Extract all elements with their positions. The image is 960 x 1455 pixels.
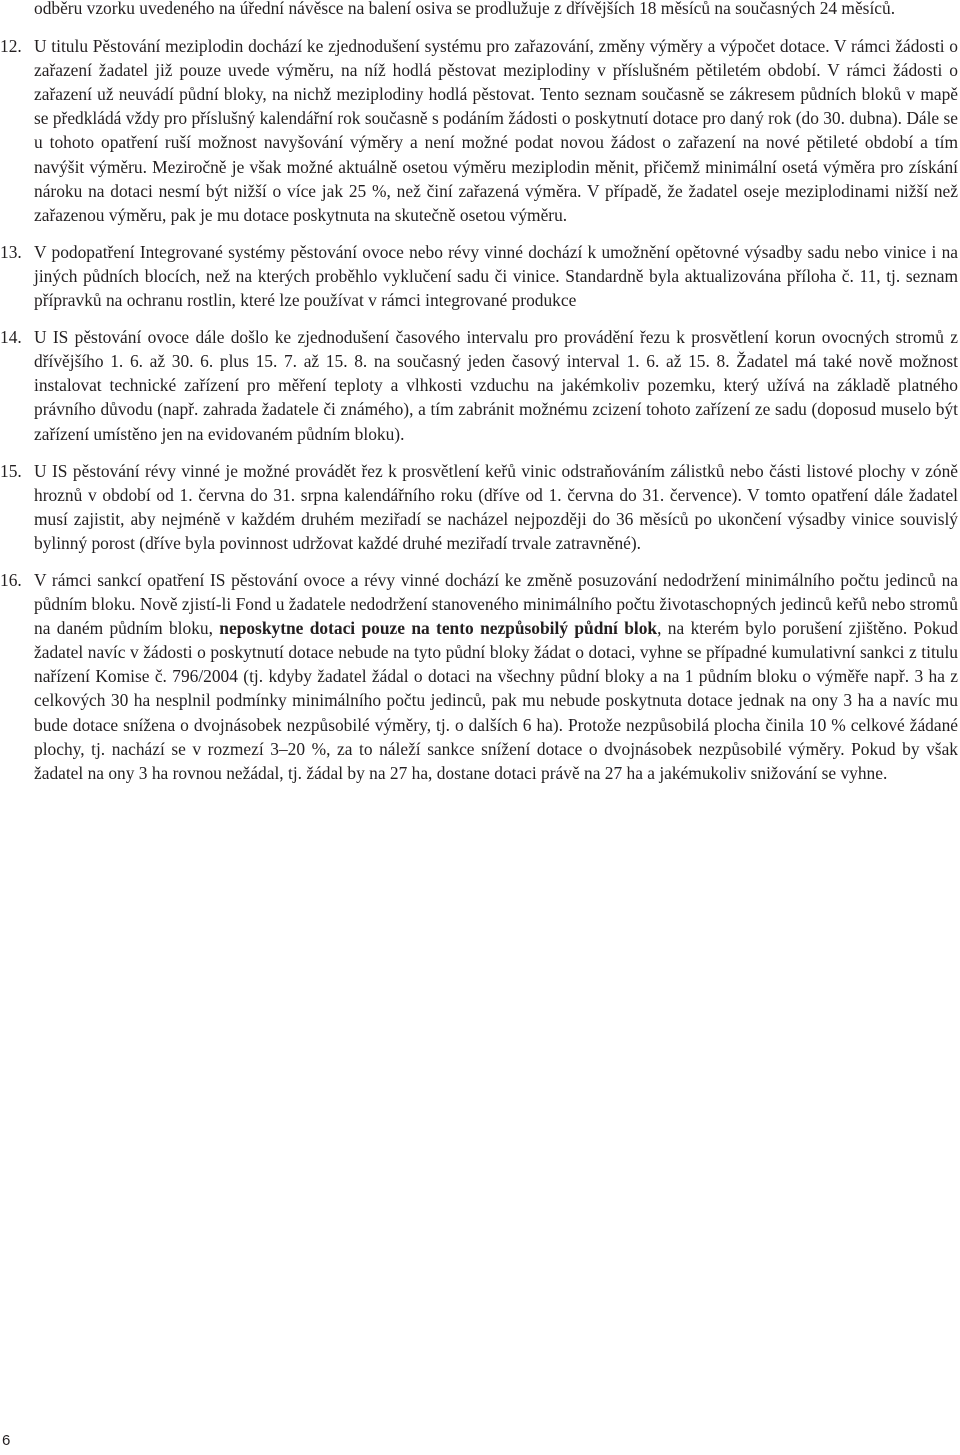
list-item-13 <box>0 240 958 312</box>
page-number: 6 <box>2 1432 11 1449</box>
intro-paragraph: odběru vzorku uvedeného na úřední návěsce na balení osiva se prodlužuje z dřívějších 18 měsíců na současných 24 měsíců. <box>34 0 896 18</box>
item-number: 13. <box>0 241 22 262</box>
list-item-12 <box>0 34 958 227</box>
list-item-15 <box>0 459 958 555</box>
item-number: 14. <box>0 327 22 348</box>
item-text <box>34 240 958 312</box>
item-text-part: , na kterém bylo porušení zjištěno. Pokud žadatel navíc v žádosti o poskytnutí dotace nebude na tyto půdní bloky žádat o dotaci, vyhne se případné kumulativní sankci z titulu nařízení Komise č. 796/2004 (tj. kdyby žadatel žádal o dotaci na všechny půdní bloky a na 1 půdním bloku o výměře např. 3 ha z celkových 30 ha nesplnil podmínky minimálního počtu jedinců, pak mu nebude poskytnuta dotace jednak na ony 3 ha a navíc mu bude dotace snížena o dvojnásobek nezpůsobilé výměry, tj. o dalších 6 ha). Protože nezpůsobilá plocha činila 10 % celkové žádané plochy, tj. nachází se v rozmezí 3–20 %, za to náleží sankce snížení dotace o dvojnásobek nezpůsobilé výměry. Pokud by však žadatel na ony 3 ha rovnou nežádal, tj. žádal by na 27 ha, dostane dotaci právě na 27 ha a jakémukoliv snižování se vyhne. <box>34 618 958 783</box>
item-text <box>34 325 958 445</box>
item-text <box>34 34 958 227</box>
item-text-part: U IS pěstování ovoce dále došlo ke zjednodušení časového intervalu pro provádění řezu k prosvětlení korun ovocných stromů z dřívějšího 1. 6. až 30. 6. plus 15. 7. až 15. 8. na současný jeden časový interval 1. 6. až 15. 8. Žadatel má také nově možnost instalovat technické zařízení pro měření teploty a vlhkosti vzduchu na jakémkoliv pozemku, který užívá na základě platného právního důvodu (např. zahrada žadatele či známého), a tím zabránit možnému zcizení tohoto zařízení ze sadu (doposud muselo být zařízení umístěno jen na evidovaném půdním bloku). <box>34 327 958 444</box>
item-text-part: V rámci sankcí opatření IS pěstování ovoce a révy vinné dochází ke změně posuzování nedodržení minimálního počtu jedinců na půdním bloku. Nově zjistí-li Fond u žadatele nedodržení stanoveného minimálního počtu životaschopných jedinců keřů nebo stromů na daném půdním bloku, <box>34 569 958 639</box>
item-text-part: U titulu Pěstování meziplodin dochází ke zjednodušení systému pro zařazování, změny výměry a výpočet dotace. V rámci žádosti o zařazení žadatel již pouze uvede výměru, na níž hodlá pěstovat meziplodiny v příslušném pětiletém období. V rámci žádosti o zařazení už neuvádí půdní bloky, na nichž meziplodiny hodlá pěstovat. Tento seznam současně se zákresem půdních bloků v mapě se předkládá vždy pro příslušný kalendářní rok současně s podáním žádosti o poskytnutí dotace pro daný rok (do 30. dubna). Dále se u tohoto opatření ruší možnost navyšování výměry a není možné podat novou žádost o zařazení na nové pětileté období a tím navýšit výměru. Meziročně je však možné aktuálně osetou výměru meziplodin měnit, přičemž minimální osetá výměra pro získání nároku na dotaci nesmí být nižší o více jak 25 %, než činí zařazená výměra. V případě, že žadatel oseje meziplodinami nižší než zařazenou výměru, pak je mu dotace poskytnuta na skutečně osetou výměru. <box>34 36 958 225</box>
item-text-emphasis: neposkytne dotaci pouze na tento nezpůsobilý půdní blok <box>219 618 658 639</box>
item-text <box>34 459 958 555</box>
item-text-part: U IS pěstování révy vinné je možné provádět řez k prosvětlení keřů vinic odstraňováním zálistků nebo části listové plochy v zóně hroznů v období od 1. června do 31. srpna kalendářního roku (dříve od 1. června do 31. července). V tomto opatření dále žadatel musí zajistit, aby nejméně v každém druhém meziřadí se nacházel nejpozději do 36 měsíců po ukončení výsadby vinice souvislý bylinný porost (dříve byla povinnost udržovat každé druhé meziřadí trvale zatravněné). <box>34 460 958 553</box>
item-number: 15. <box>0 460 22 481</box>
list-item-16 <box>0 568 958 785</box>
list-item-14 <box>0 325 958 445</box>
item-number: 16. <box>0 569 22 590</box>
item-number: 12. <box>0 36 22 57</box>
item-text-part: V podopatření Integrované systémy pěstování ovoce nebo révy vinné dochází k umožnění opětovné výsadby sadu nebo vinice i na jiných půdních blocích, než na kterých proběhlo vyklučení sadu či vinice. Standardně byla aktualizována příloha č. 11, tj. seznam přípravků na ochranu rostlin, které lze používat v rámci integrované produkce <box>34 241 958 311</box>
item-text <box>34 568 958 785</box>
